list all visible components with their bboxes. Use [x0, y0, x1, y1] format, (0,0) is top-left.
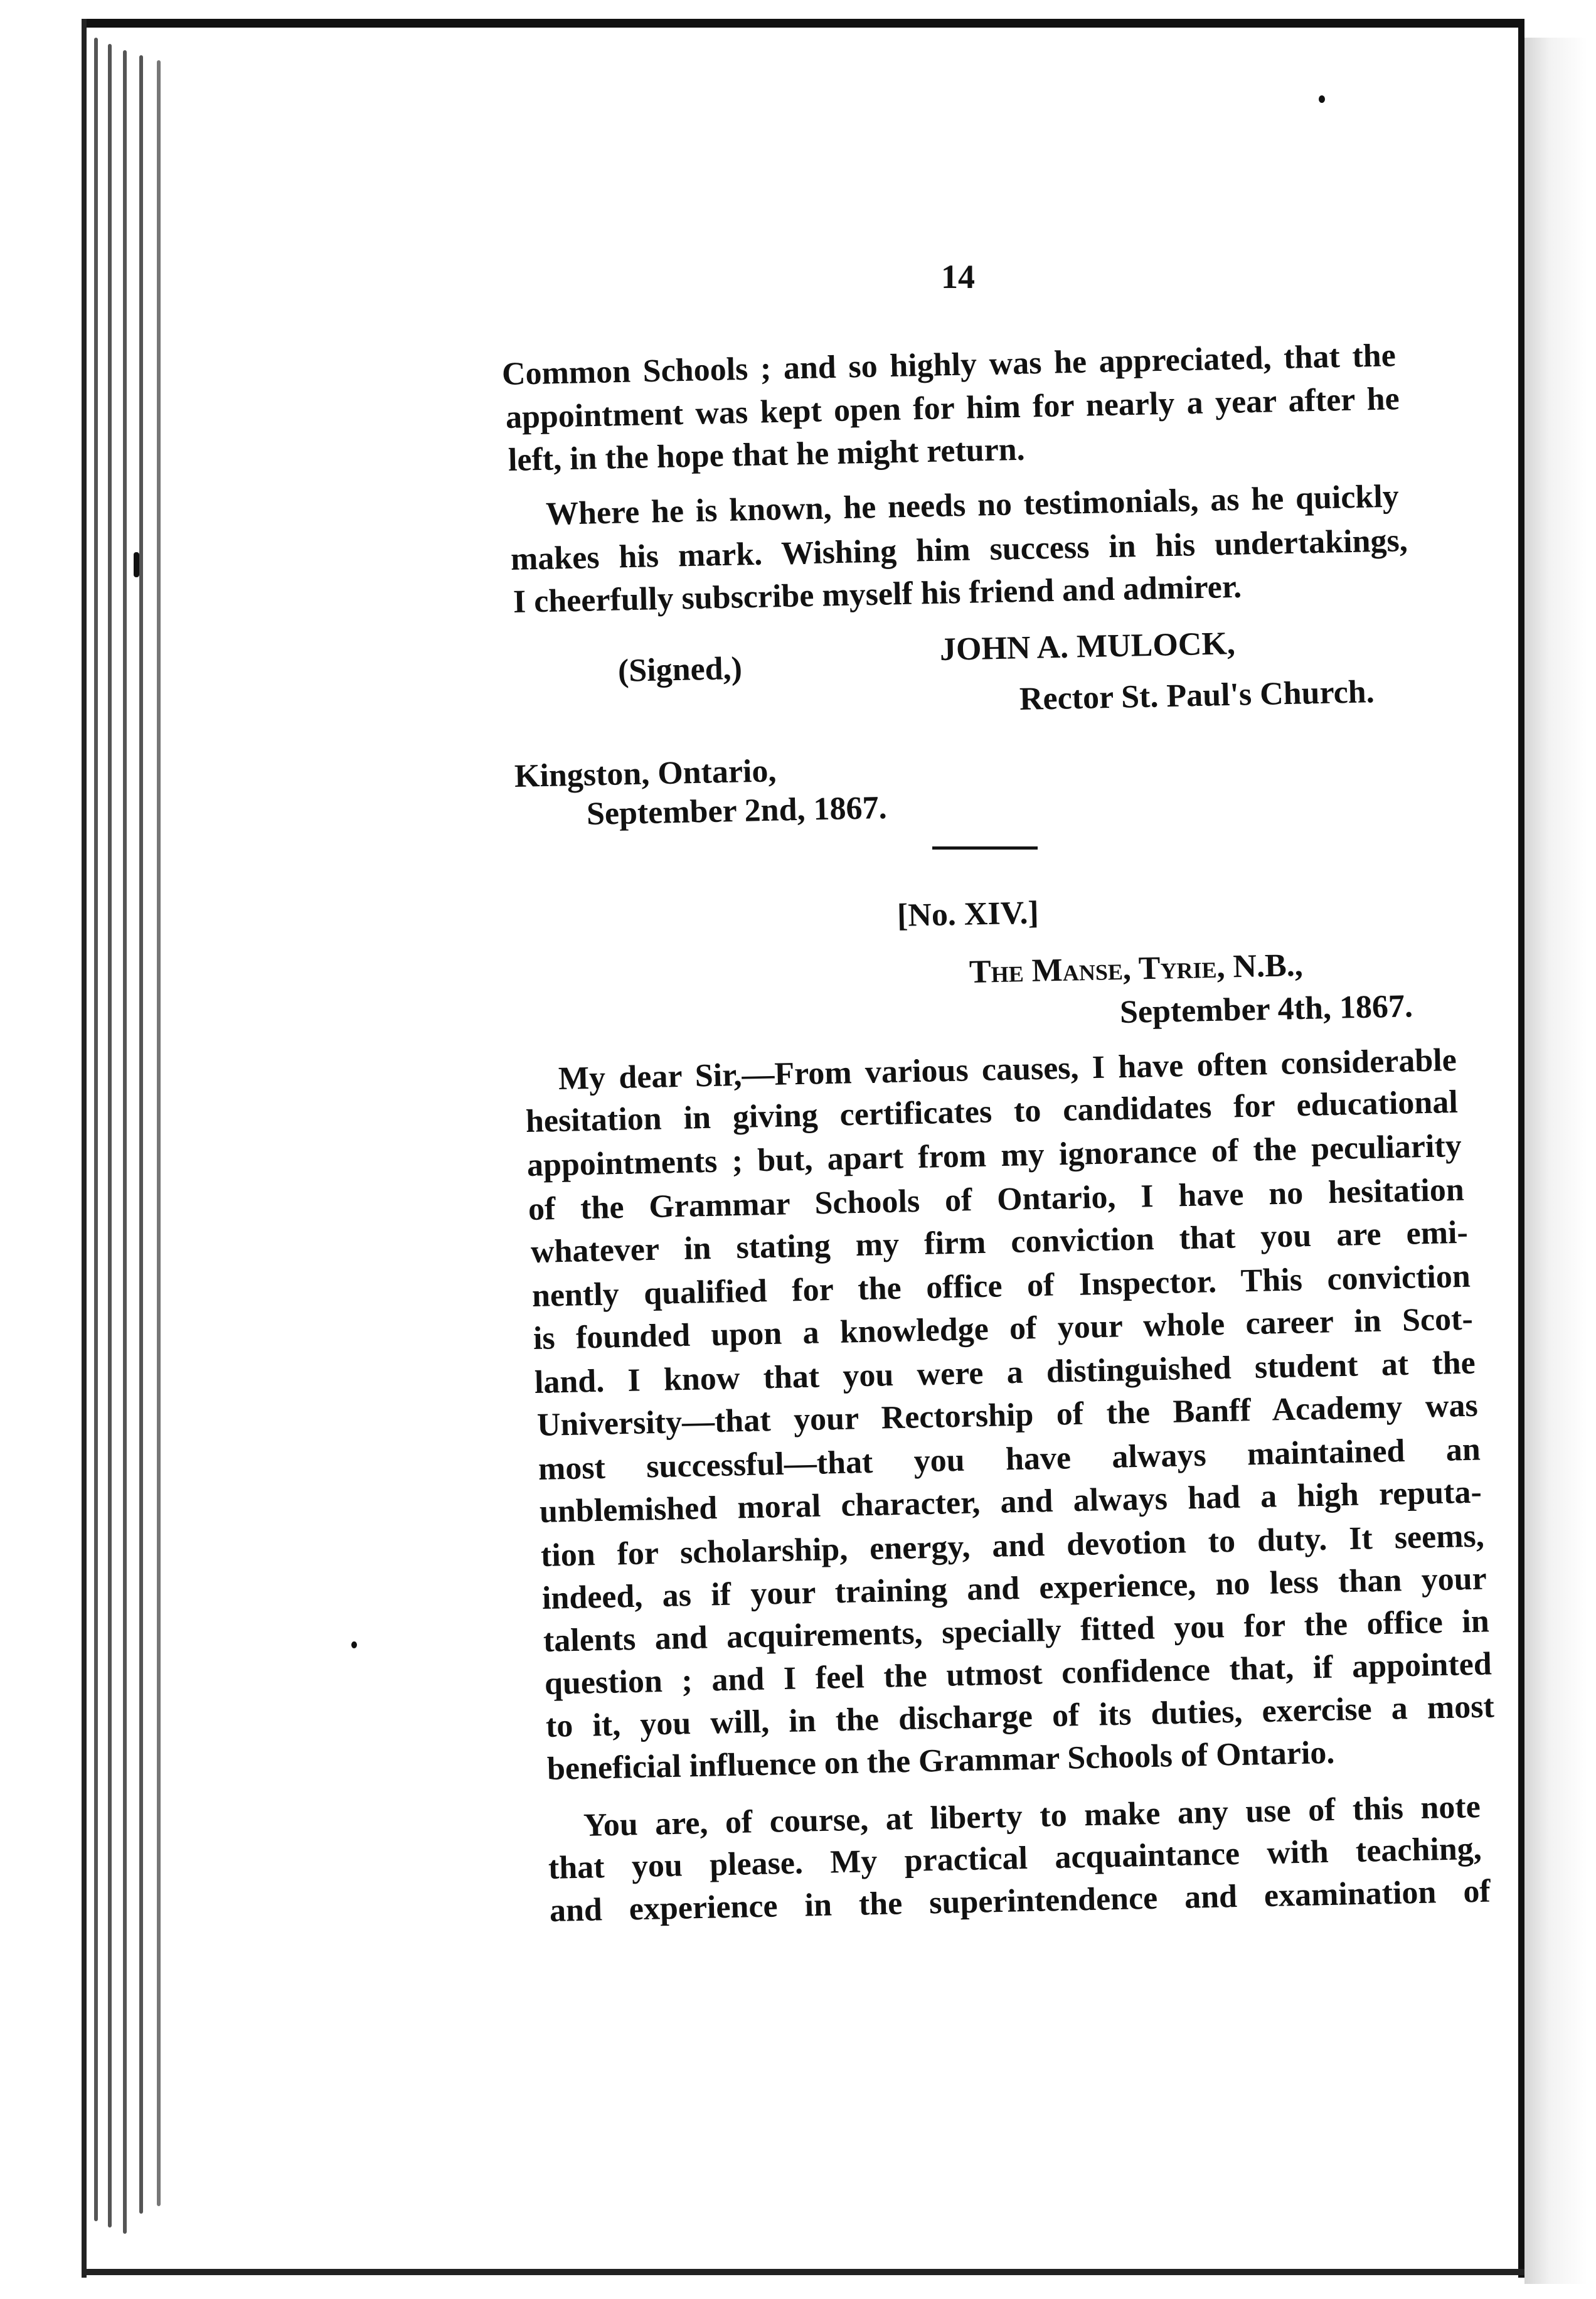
text-line: hesitation in giving certificates to candidates for educational	[525, 1084, 1459, 1139]
text-line: I cheerfully subscribe myself his friend and admirer.	[513, 568, 1242, 620]
text-line: My dear Sir,—From various causes, I have often considerable	[558, 1042, 1457, 1097]
place: Kingston, Ontario,	[514, 753, 777, 794]
text-line: to it, you will, in the discharge of its duties, exercise a most	[545, 1688, 1495, 1744]
letter-date: September 4th, 1867.	[1119, 988, 1413, 1030]
signatory-title: Rector St. Paul's Church.	[1019, 674, 1375, 717]
text-line: tion for scholarship, energy, and devotion to duty. It seems,	[540, 1518, 1485, 1574]
text-line: makes his mark. Wishing him success in his undertakings,	[510, 523, 1408, 577]
text-line: and experience in the superintendence and examination of	[549, 1873, 1491, 1929]
text-line: appointment was kept open for him for nearly a year after he	[505, 381, 1400, 435]
scan-border-left	[82, 19, 87, 2278]
scan-border-right	[1518, 19, 1524, 2278]
page-edge	[123, 50, 127, 2234]
text-line: unblemished moral character, and always had a high reputa-	[539, 1474, 1482, 1530]
text-line: talents and acquirements, specially fitted you for the office in	[543, 1603, 1490, 1659]
page-edge	[157, 60, 161, 2206]
text-line: that you please. My practical acquaintance with teaching,	[548, 1830, 1482, 1886]
signed-label: (Signed,)	[617, 650, 743, 689]
text-line: land. I know that you were a distinguished student at the	[534, 1345, 1476, 1400]
text-line: University—that your Rectorship of the Banff Academy was	[536, 1387, 1479, 1443]
text-line: of the Grammar Schools of Ontario, I have no hesitation	[528, 1171, 1465, 1227]
scan-border-top	[82, 19, 1524, 28]
page-edge	[94, 38, 98, 2221]
text-line: You are, of course, at liberty to make any use of this note	[583, 1789, 1481, 1843]
text-line: is founded upon a knowledge of your whole career in Scot-	[533, 1301, 1474, 1357]
page-number: 14	[941, 258, 975, 296]
ink-speck	[134, 552, 139, 577]
letter-number: [No. XIV.]	[896, 895, 1040, 934]
page-edge	[139, 55, 143, 2214]
ink-speck	[1319, 95, 1325, 103]
signatory-name: JOHN A. MULOCK,	[939, 626, 1236, 668]
page-edge	[108, 44, 112, 2227]
section-divider	[932, 846, 1038, 850]
text-line: question ; and I feel the utmost confidence that, if appointed	[544, 1646, 1492, 1702]
text-line: Where he is known, he needs no testimonials, as he quickly	[545, 478, 1400, 532]
letter-address: The Manse, Tyrie, N.B.,	[969, 947, 1304, 990]
scan-shadow-right	[1524, 38, 1587, 2284]
text-line: left, in the hope that he might return.	[508, 431, 1026, 478]
text-line: Common Schools ; and so highly was he appreciated, that the	[501, 338, 1396, 392]
scan-border-bottom	[82, 2269, 1524, 2275]
text-line: beneficial influence on the Grammar Schools of Ontario.	[546, 1734, 1335, 1787]
date: September 2nd, 1867.	[586, 789, 888, 832]
text-line: most successful—that you have always maintained an	[538, 1431, 1481, 1487]
text-line: nently qualified for the office of Inspector. This conviction	[531, 1258, 1471, 1314]
text-line: appointments ; but, apart from my ignorance of the peculiarity	[526, 1128, 1462, 1183]
text-line: indeed, as if your training and experience, no less than your	[541, 1560, 1487, 1616]
text-line: whatever in stating my firm conviction that you are emi-	[530, 1214, 1469, 1270]
ink-speck	[351, 1641, 357, 1648]
